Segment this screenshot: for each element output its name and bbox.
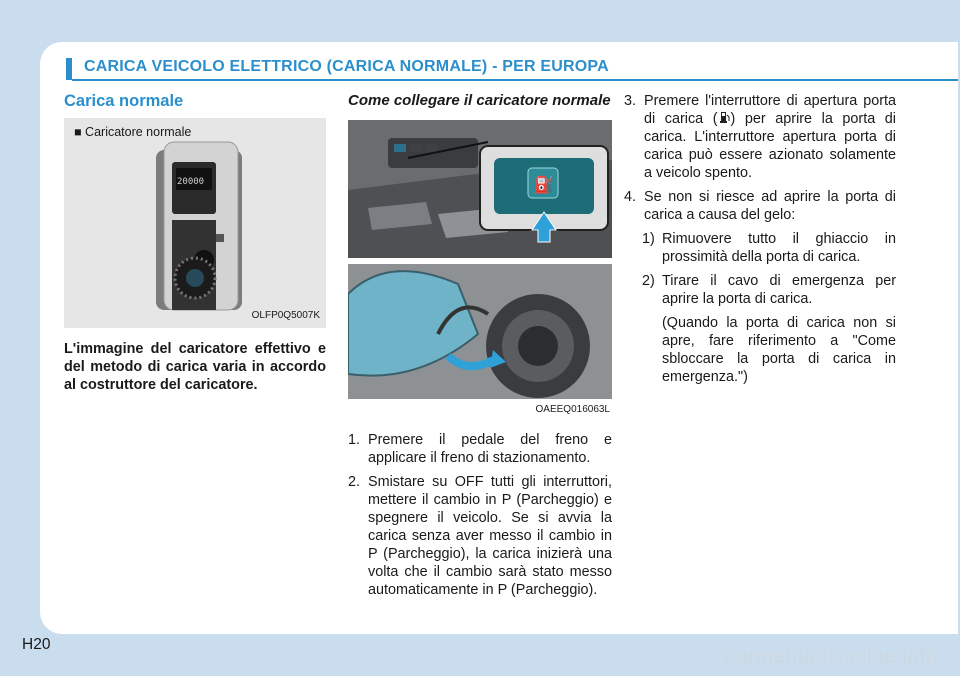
step-text: Se non si riesce ad aprire la porta di carica a causa del gelo:	[644, 189, 896, 223]
figure-code: OLFP0Q5007K	[251, 310, 320, 321]
step-number: 1.	[348, 432, 361, 448]
step-text: Premere il pedale del freno e applicare il freno di stazionamento.	[368, 432, 612, 466]
heading-come-collegare: Come collegare il caricatore normale	[348, 92, 611, 109]
heading-carica-normale: Carica normale	[64, 92, 184, 110]
middle-column	[348, 92, 612, 605]
charge-door-photo	[348, 264, 612, 399]
dashboard-switch-photo	[348, 120, 612, 258]
page-number: H20	[22, 636, 51, 653]
sub-step-text: Rimuovere tutto il ghiaccio in prossimità della porta di carica.	[662, 231, 896, 265]
figure-caption: L'immagine del caricatore effettivo e del metodo di carica varia in accordo al costruttore del caricatore.	[64, 341, 326, 393]
step-number: 3.	[624, 93, 637, 109]
list-item	[624, 188, 896, 224]
step-text-before: Premere l'interruttore di apertura porta di carica (	[644, 93, 896, 127]
sub-step-text: Tirare il cavo di emergenza per aprire la porta di carica.	[662, 273, 896, 307]
sub-step-number: 2)	[642, 273, 655, 289]
steps-list-continued	[624, 92, 896, 224]
list-item	[348, 431, 612, 467]
watermark: carmanualsonline.info	[725, 645, 938, 668]
dashboard-illustration	[348, 120, 612, 258]
sub-list-item	[624, 272, 896, 308]
charger-illustration	[64, 118, 326, 328]
figure-label-text: Caricatore normale	[85, 125, 192, 139]
right-column	[624, 92, 896, 386]
step-text-after: ) per aprire la porta di carica. L'interruttore apertura porta di carica può essere azionato solamente a veicolo spento.	[644, 111, 896, 181]
left-column	[64, 92, 326, 394]
section-title: CARICA VEICOLO ELETTRICO (CARICA NORMALE) - PER EUROPA	[84, 58, 609, 75]
header-underline	[72, 79, 958, 81]
step-text: Smistare su OFF tutti gli interruttori, mettere il cambio in P (Parcheggio) e spegnere il veicolo. Se si avvia la carica senza aver messo il cambio in P (Parcheggio), la carica inizierà una volta che il cambio sarà stato messo automaticamente in P (Parcheggio).	[368, 474, 612, 598]
svg-text:⛽: ⛽	[534, 177, 554, 194]
square-bullet-icon: ■	[74, 125, 82, 139]
sub-step-number: 1)	[642, 231, 655, 247]
header-accent-bar	[66, 58, 72, 80]
figure-code: OAEEQ016063L	[535, 404, 610, 415]
list-item	[348, 473, 612, 599]
sub-list-item	[624, 230, 896, 266]
svg-text:20000: 20000	[177, 177, 205, 187]
step-number: 4.	[624, 189, 637, 205]
section-header	[66, 58, 958, 80]
charger-figure	[64, 118, 326, 328]
charge-door-illustration	[348, 264, 612, 399]
list-item	[624, 92, 896, 182]
step-number: 2.	[348, 474, 361, 490]
steps-list	[348, 431, 612, 599]
note-text: (Quando la porta di carica non si apre, fare riferimento a "Come sbloccare la porta di carica in emergenza.")	[662, 315, 896, 385]
charge-door-switch-icon	[718, 111, 731, 125]
